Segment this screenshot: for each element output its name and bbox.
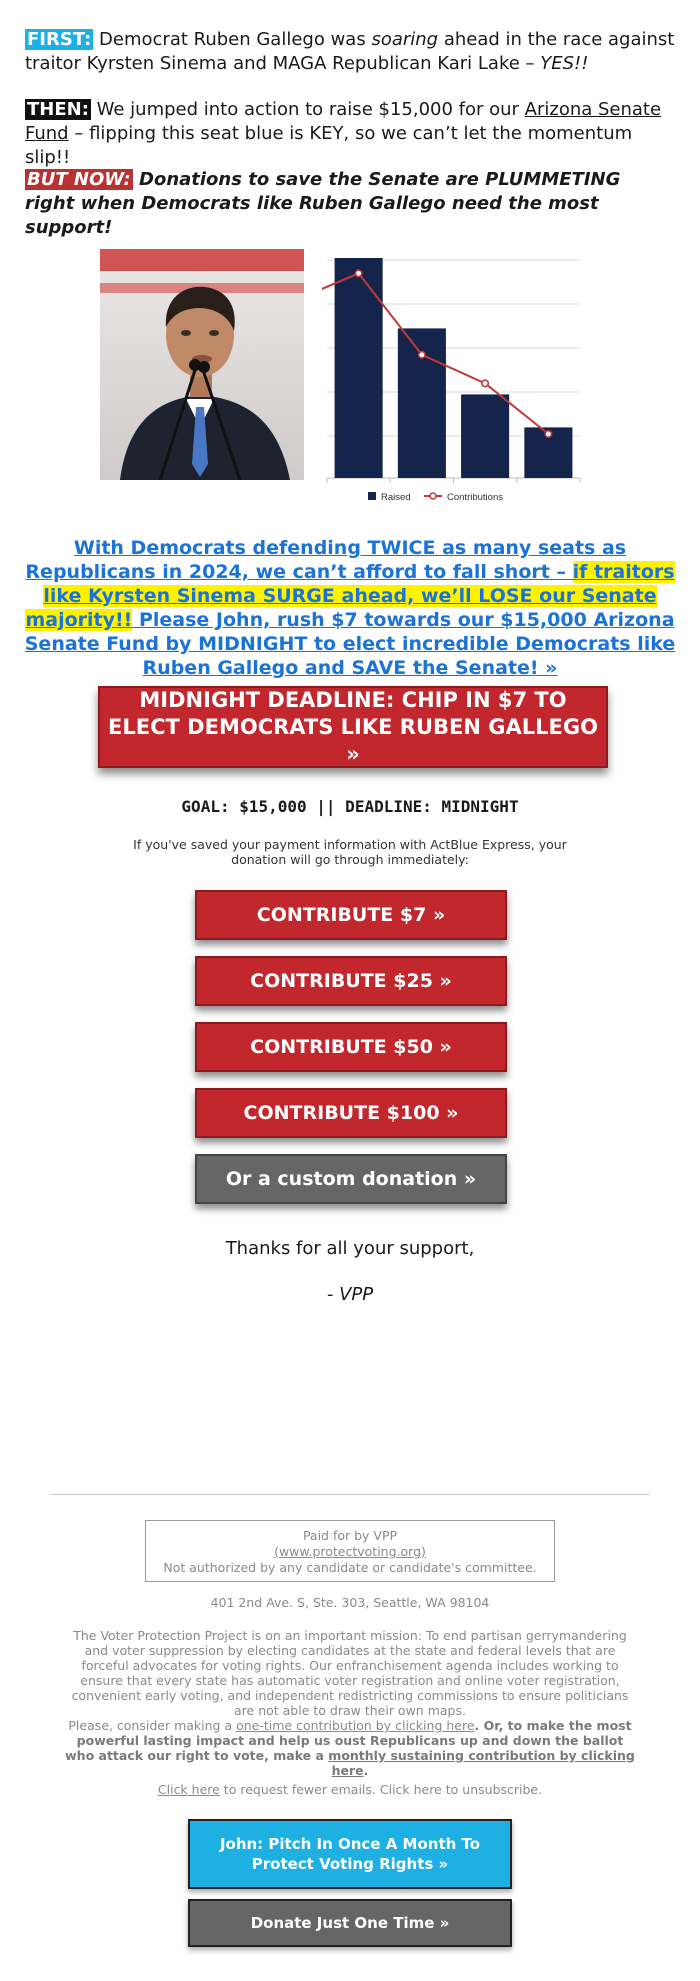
chart-point-contributions — [545, 431, 551, 437]
website-link[interactable]: (www.protectvoting.org) — [274, 1544, 426, 1559]
fundraising-chart — [322, 246, 584, 508]
chart-bar-raised — [461, 394, 509, 478]
chart-point-contributions — [419, 352, 425, 358]
contribute-7-button[interactable]: CONTRIBUTE $7 » — [195, 890, 507, 940]
chart-bar-raised — [335, 258, 383, 478]
but-now-paragraph: BUT NOW: Donations to save the Senate are PLUMMETING right when Democrats like Ruben Gallego need the most support! — [25, 169, 621, 238]
arizona-senate-fund-link[interactable]: Arizona Senate Fund — [25, 99, 662, 144]
chart-legend-label-contributions: Contributions — [447, 492, 503, 503]
then-tag: THEN: — [27, 99, 89, 120]
fewer-emails-link[interactable]: Click here — [157, 1782, 220, 1797]
appeal-link[interactable]: With Democrats defending TWICE as many seats as Republicans in 2024, we can’t afford to fall short – if traitors like Kyrsten Sinema SURGE ahead, we’ll LOSE our Senate majority!! Please John, rush $7 towards our $15,000 Arizona Senate Fund by MIDNIGHT to elect incredible Democrats like Ruben Gallego and SAVE the Senate! » — [24, 537, 676, 679]
midnight-deadline-button[interactable]: MIDNIGHT DEADLINE: CHIP IN $7 TO ELECT DEMOCRATS LIKE RUBEN GALLEGO » — [98, 686, 608, 768]
but-now-tag: BUT NOW: — [27, 169, 131, 190]
consider-paragraph: Please, consider making a one-time contribution by clicking here. Or, to make the most powerful lasting impact and help us oust Republicans up and down the ballot who attack our right to vote, make a monthly sustaining contribution by clicking here. — [65, 1718, 635, 1778]
unsubscribe-line: Click here to request fewer emails. Click here to unsubscribe. — [157, 1782, 543, 1797]
chart-legend-swatch-raised — [368, 492, 376, 500]
footer-divider — [50, 1494, 650, 1495]
mission-text: The Voter Protection Project is on an important mission: To end partisan gerrymandering and voter suppression by electing candidates at the state and federal levels that are forceful advocates for voting rights. Our enfranchisement agenda includes working to ensure that every state has automatic voter registration and online voter registration, convenient early voting, and independent redistricting commissions to ensure politicians are not able to draw their own maps. — [71, 1628, 629, 1718]
candidate-portrait-illustration — [100, 249, 304, 480]
signature: - VPP — [326, 1284, 374, 1305]
one-time-contribution-link[interactable]: one-time contribution by clicking here — [236, 1718, 475, 1733]
donate-one-time-button[interactable]: Donate Just One Time » — [188, 1899, 512, 1947]
paid-for-box — [145, 1520, 555, 1582]
chart-point-contributions — [482, 380, 488, 386]
candidate-photo — [100, 249, 304, 480]
custom-donation-button[interactable]: Or a custom donation » — [195, 1154, 507, 1204]
paid-by-text: Paid for by VPP — [302, 1528, 398, 1543]
contribute-100-button[interactable]: CONTRIBUTE $100 » — [195, 1088, 507, 1138]
address-text: 401 2nd Ave. S, Ste. 303, Seattle, WA 98104 — [210, 1595, 490, 1610]
first-tag: FIRST: — [27, 29, 92, 50]
then-paragraph: THEN: We jumped into action to raise $15,000 for our Arizona Senate Fund – flipping this seat blue is KEY, so we can’t let the momentum slip!! — [25, 99, 662, 168]
contribute-25-button[interactable]: CONTRIBUTE $25 » — [195, 956, 507, 1006]
first-paragraph: FIRST: Democrat Ruben Gallego was soaring ahead in the race against traitor Kyrsten Sinema and MAGA Republican Kari Lake – YES!! — [25, 29, 675, 74]
monthly-pitch-in-button[interactable]: John: Pitch In Once A Month To Protect Voting Rights » — [188, 1819, 512, 1889]
thanks-text: Thanks for all your support, — [225, 1238, 475, 1259]
chart-legend-marker-contributions — [430, 493, 436, 499]
chart-point-contributions — [355, 270, 361, 276]
monthly-contribution-link[interactable]: monthly sustaining contribution by clicking here — [328, 1748, 635, 1778]
chart-legend-label-raised: Raised — [381, 492, 411, 503]
goal-deadline-line: GOAL: $15,000 || DEADLINE: MIDNIGHT — [181, 797, 519, 816]
actblue-express-note: If you've saved your payment information with ActBlue Express, your donation will go through immediately: — [133, 837, 567, 867]
appeal-highlight: if traitors like Kyrsten Sinema SURGE ahead, we’ll LOSE our Senate majority!! — [25, 561, 675, 631]
disclaimer-text: Not authorized by any candidate or candidate's committee. — [163, 1560, 537, 1575]
contribute-50-button[interactable]: CONTRIBUTE $50 » — [195, 1022, 507, 1072]
